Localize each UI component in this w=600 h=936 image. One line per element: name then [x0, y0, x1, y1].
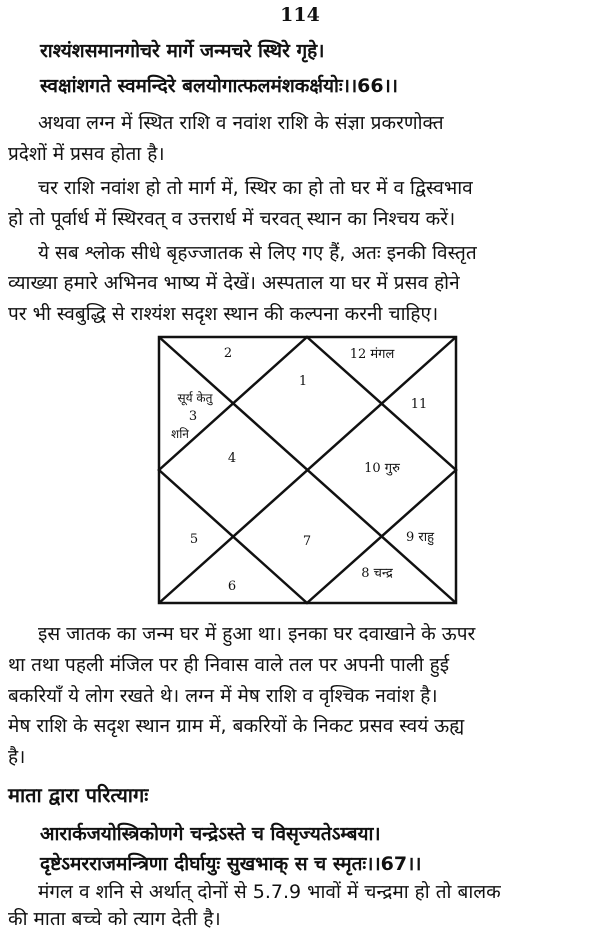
- para4-line-3: बकरियाँ ये लोग रखते थे। लग्न में मेष राशि व वृश्चिक नवांश है।: [8, 685, 438, 707]
- para1-line-2: प्रदेशों में प्रसव होता है।: [8, 143, 165, 165]
- para4-line-4: मेष राशि के सदृश स्थान ग्राम में, बकरियों के निकट प्रसव स्वयं ऊह्य: [8, 715, 465, 737]
- para3-line-1: ये सब श्लोक सीधे बृहज्जातक से लिए गए हैं, अतः इनकी विस्तृत: [38, 242, 477, 264]
- verse-66-line-1: राश्यंशसमानगोचरे मार्गे जन्मचरे स्थिरे गृहे।: [40, 40, 325, 62]
- para2-line-2: हो तो पूर्वार्ध में स्थिरवत् व उत्तरार्ध में चरवत् स्थान का निश्चय करें।: [8, 208, 456, 230]
- house-3-planets-top: सूर्य केतु: [177, 391, 213, 405]
- section-heading: माता द्वारा परित्यागः: [8, 783, 149, 807]
- house-6-label: 6: [227, 579, 237, 594]
- verse-67-line-1: आरार्कजयोस्त्रिकोणगे चन्द्रेऽस्ते च विसृज्यतेऽम्बया।: [40, 823, 381, 845]
- para3-line-3: पर भी स्वबुद्धि से राश्यंश सदृश स्थान की कल्पना करनी चाहिए।: [8, 303, 439, 325]
- para2-line-1: चर राशि नवांश हो तो मार्ग में, स्थिर का हो तो घर में व द्विस्वभाव: [38, 177, 473, 199]
- para5-line-2: की माता बच्चे को त्याग देती है।: [8, 908, 221, 930]
- house-2-label: 2: [223, 346, 233, 361]
- para5-line-1: मंगल व शनि से अर्थात् दोनों से 5.7.9 भावों में चन्द्रमा हो तो बालक: [38, 881, 501, 903]
- house-9-label: 9 राहु: [406, 530, 434, 545]
- house-1-label: 1: [298, 374, 308, 389]
- para4-line-2: था तथा पहली मंजिल पर ही निवास वाले तल पर अपनी पाली हुई: [8, 654, 450, 676]
- house-10-label: 10 गुरु: [364, 461, 400, 476]
- house-7-label: 7: [302, 534, 312, 549]
- house-12-label: 12 मंगल: [349, 347, 395, 362]
- para4-line-5: है।: [8, 746, 26, 768]
- house-3-planets-bottom: शनि: [171, 427, 189, 441]
- page-number: 114: [280, 4, 320, 26]
- house-11-label: 11: [410, 397, 428, 412]
- house-4-label: 4: [227, 451, 237, 466]
- house-8-label: 8 चन्द्र: [361, 566, 393, 581]
- verse-67-line-2: दृष्टेऽमरराजमन्त्रिणा दीर्घायुः सुखभाक् स च स्मृतः।।67।।: [40, 853, 422, 875]
- para1-line-1: अथवा लग्न में स्थित राशि व नवांश राशि के संज्ञा प्रकरणोक्त: [38, 112, 444, 134]
- para3-line-2: व्याख्या हमारे अभिनव भाष्य में देखें। अस्पताल या घर में प्रसव होने: [8, 272, 460, 294]
- house-5-label: 5: [189, 532, 199, 547]
- para4-line-1: इस जातक का जन्म घर में हुआ था। इनका घर दवाखाने के ऊपर: [38, 623, 476, 645]
- house-3-label: 3: [188, 409, 198, 424]
- verse-66-line-2: स्वक्षांशगते स्वमन्दिरे बलयोगात्फलमंशकर्क्षयोः।।66।।: [40, 75, 398, 97]
